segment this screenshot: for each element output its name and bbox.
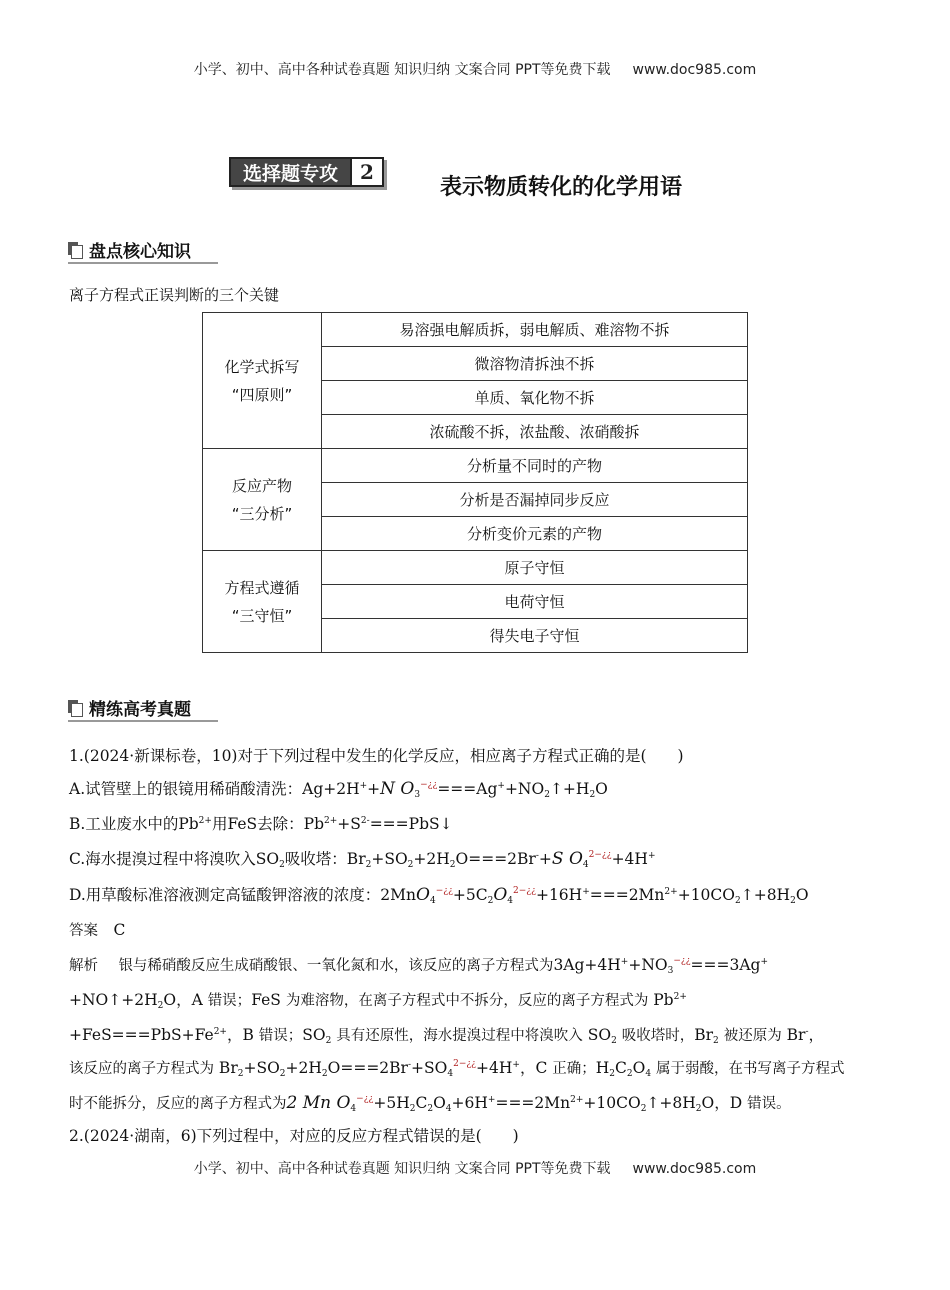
table-row (203, 313, 748, 347)
group-cell: 反应产物 “三分析” (203, 449, 322, 551)
analysis-line-5: 时不能拆分，反应的离子方程式为2 Mn $O4^{-¿¿}+5H2C2O4+6H^+===2Mn^{2+}+10CO2↑+8H2O$，D 错误。 (69, 1093, 791, 1114)
banner-number: 2 (352, 157, 384, 187)
item-cell: 原子守恒 (322, 551, 748, 585)
option-a: A.试管壁上的银镜用稀硝酸清洗：Ag+2H++N O3−¿¿===Ag++NO2↑+H2O (69, 779, 608, 800)
item-cell: 分析变价元素的产物 (322, 517, 748, 551)
key-points-table (202, 312, 748, 653)
item-cell: 易溶强电解质拆，弱电解质、难溶物不拆 (322, 313, 748, 347)
chapter-title: 表示物质转化的化学用语 (440, 175, 683, 200)
item-cell: 电荷守恒 (322, 585, 748, 619)
option-d: D.用草酸标准溶液测定高锰酸钾溶液的浓度：$2MnO4^{-¿¿}+5C2O4^{2-¿¿}+16H^+===2Mn^{2+}+10CO2↑+8H2O$ (69, 885, 809, 906)
section-heading-core (68, 236, 218, 264)
answer-line: 答案 C (69, 921, 126, 939)
page-header (0, 59, 950, 79)
intro-text: 离子方程式正误判断的三个关键 (69, 286, 280, 304)
analysis-line-2: +NO↑+2H2O，A 错误；FeS 为难溶物，在离子方程式中不拆分，反应的离子方程式为 $Pb^{2+}$ (69, 991, 687, 1011)
option-b: B.工业废水中的$Pb^{2+}$用FeS去除：$Pb^{2+}+S^{2-}===PbS↓$ (69, 815, 453, 833)
section-title: 盘点核心知识 (89, 241, 191, 262)
document-icon (68, 700, 81, 715)
document-icon (68, 242, 81, 257)
analysis-line-1: 解析 银与稀硝酸反应生成硝酸银、一氧化氮和水，该反应的离子方程式为3Ag+4H++NO3−¿¿===3Ag+ (69, 956, 769, 976)
table-row (203, 551, 748, 585)
table-row (203, 449, 748, 483)
answer-value: C (113, 921, 126, 939)
analysis-line-3: $+FeS===PbS+Fe^{2+}$，B 错误；SO2 具有还原性，海水提溴过程中将溴吹入 SO2 吸收塔时，Br2 被还原为 Br-， (69, 1026, 825, 1046)
question-2-stem: 2.(2024·湖南，6)下列过程中，对应的反应方程式错误的是( ) (69, 1127, 519, 1145)
analysis-line-4: 该反应的离子方程式为 $Br2+SO2+2H2O===2Br^-+SO4^{2-¿¿}+4H^+$，C 正确；H2C2O4 属于弱酸，在书写离子方程式 (69, 1059, 845, 1079)
item-cell: 得失电子守恒 (322, 619, 748, 653)
item-cell: 分析量不同时的产物 (322, 449, 748, 483)
page-footer (0, 1158, 950, 1178)
footer-text: 小学、初中、高中各种试卷真题 知识归纳 文案合同 PPT等免费下载 (193, 1161, 611, 1177)
section-title: 精练高考真题 (89, 699, 191, 720)
option-c: C.海水提溴过程中将溴吹入SO2吸收塔：Br2+SO2+2H2O===2Br-+S $O4^{2-¿¿}+4H^+$ (69, 849, 656, 870)
item-cell: 单质、氧化物不拆 (322, 381, 748, 415)
item-cell: 浓硫酸不拆，浓盐酸、浓硝酸拆 (322, 415, 748, 449)
header-text: 小学、初中、高中各种试卷真题 知识归纳 文案合同 PPT等免费下载 (193, 62, 611, 78)
footer-url[interactable]: www.doc985.com (632, 1161, 757, 1177)
item-cell: 微溶物清拆浊不拆 (322, 347, 748, 381)
group-cell: 方程式遵循 “三守恒” (203, 551, 322, 653)
section-heading-exam (68, 694, 218, 722)
group-cell: 化学式拆写 “四原则” (203, 313, 322, 449)
banner-label: 选择题专攻 (229, 157, 352, 187)
question-1-stem: 1.(2024·新课标卷，10)对于下列过程中发生的化学反应，相应离子方程式正确的是( ) (69, 747, 684, 765)
topic-banner (229, 157, 384, 187)
item-cell: 分析是否漏掉同步反应 (322, 483, 748, 517)
header-url[interactable]: www.doc985.com (632, 62, 757, 78)
